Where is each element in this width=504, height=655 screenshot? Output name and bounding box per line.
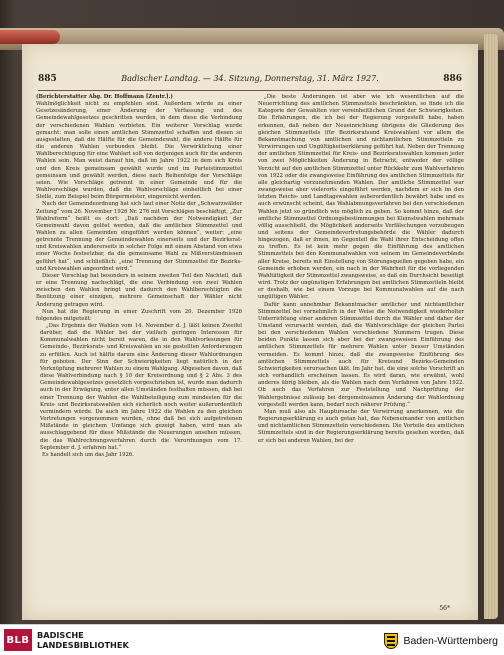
paragraph: Nun hat die Regierung in einer Zuschrift vom 20. Dezember 1926 folgendes mitgeteilt: [36,308,242,322]
blb-logo-mark: BLB [4,629,32,651]
footer-bar [0,624,504,655]
header-rule [38,90,462,91]
paragraph: Es handelt sich um das Jahr 1926. [42,451,134,458]
speaker-label: (Berichterstatter Abg. Dr. Hoffmann [Zentr.].) [36,94,173,100]
running-title: Badischer Landtag. — 34. Sitzung, Donnerstag, 31. März 1927. [121,74,379,83]
right-column [258,94,464,445]
paragraph: Wahlmöglichkeit nicht zu empfehlen sind. Außerdem würde zu einer Gesetzesänderung, einer Änderung der Verfassung und des Gemeindewahlgesetzes geschritten werden, in dem diese die Verbindung der verschiedenen Wahlen verbieten. Ein weiterer Vorschlag wurde gemacht: man solle einen amtlichen Stimmzettel schaffen und diesen so ausgestalten, daß die Hälfte für die Gemeindewahl, die andere Hälfte für die anderen Wahlen verbunden bleibt. Die Verwirklichung einer Wahlberechtigung für eine Wahlart soll von derjenigen auch für die anderen Wahlen sein. Man weist darauf hin, daß im Jahre 1922 in dem sich Kreis und den Kreis gemeinsam gewählt wurde und im Parteistimmzettel gemeinsam und gewählt werden, diese nach Reihenfolge der Vorschläge seien. Wie Vorschläge getrennt in einer Gemeinde und für die Wahlvorschläge wurden, daß die Wahlvorschläge einheitlich bei einer Stelle, zum Beispiel beim Bürgermeister, eingereicht werden. [36,101,242,201]
coat-of-arms-icon [384,633,398,649]
blb-logo[interactable] [4,629,129,651]
paragraph: Man muß also als Hauptursache der Verwirrung anerkennen, wie die Regierungserklärung es auch getan hat, das Nebeneinander von amtlichen und nichtamtlichen Stimmzetteln verschiedenen. Die Vorteile des amtlichen Stimmzettels sind in der Regierungserklärung bereits gesehen worden, daß er sich bei anderen Wahlen, bei der [258,408,464,444]
book-side-edge [484,34,498,619]
bookmark-ribbon [0,30,60,44]
quote-paragraph: „Das Ergebnis der Wahlen vom 14. November d. J. läßt keinen Zweifel darüber, daß die Wähler bei der vielfach geringen Interessen für Kommunalwahlen nicht bereit waren, die in den Wahlvorlesungen für Gemeinde-, Bezirksrats- und Kreiswahlen an sie gestellten Anforderungen zu erfüllen. Auch ist hälfte darum eine Änderung dieser Wahlordnungen für geboten. Der Sinn der Schwierigkeiten liegt natürlich in der Verknüpfung mehrerer Wahlen zu einem Wahlgang. Abgesehen davon, daß diese Wahlverbindung nach § 10 der Kreisordnung und § 2 Abs. 3 des Gemeindewahlgesetzes gesetzlich vorgeschrieben ist, wurde man dadurch auch in der Erwägung, unter allen Umständen festhalten müssen, daß bei einer Trennung der Wahlen die Wahlbeteiligung zum mindesten für die Kreis- und Bezirksratswahlen sich sicherlich noch weiter außerordentlich vermindern würde. Da auch im Jahre 1922 die Wahlen zu den gleichen Vertretungen vorgenommen wurden, ohne daß bei sich aufgetretenen Mißstände in gleichem Umfange sich gezeigt haben, wird man als ausschlaggebend für diese Mißstände die Neuerungen ansehen müssen, die das Wahlrechnungsverfahren durch die Verordnungen vom 17. September d. J. erfahren hat.“ [40,323,242,451]
blb-logo-line1: BADISCHE [37,630,84,640]
document-page [22,44,478,620]
bw-logo-text: Baden-Württemberg [403,635,498,647]
paragraph: „Die beste Änderungen ist aber wie ich wesentlichen auf die Neuerrichtung des amtlichen Stimmzettels beschränkten, so finde ich die Kategorie der Gewahlten vier vereinheitlichen Grund der Schwierigkeiten. Die Erfahrungen, die ich bei der Regierung vorgestellt habe, haben erkennen, daß neben der Neueinrichtung übrigens die Gliederung des gleichen Stimmzettels (für Bezirksratsund Kreiswahlen) vor allem die Bekanntmachung von amtlichen und nichtamtlichen Stimmzetteln zu Verwirrungen und Ungültigkeitserklärung geführt hat. Neben der Trennung der amtlichen Stimmzettel für Kreis- und Bezirksratswahlen kommen jeder von zwei Möglichkeiten Änderung in Betracht, entweder der völlige Verzicht auf den amtlichen Stimmzettel unter Rückkehr zum Wahlverfahren von 1922 oder die zwangsweise Einführung des amtlichen Stimmzettels für alle gleichartig vorzunehmenden Wahlen. Der amtliche Stimmzettel war zwangsweise aber vielerorts eingeführt werden, nachdem er sich im den letzten Reichs- und Landtagswahlen außerordentlich bewährt habe und es auch erwünscht scheint, das Wahlabmungsverfahren bei den verschiedenen Wahlen jetzt so gründlich wie möglich zu geben. So kommt hinzu, daß der amtliche Stimmzettel Ordnungsbestimmungen bei Kleinstwahlen mehrmals völlig ausschließt, die Möglichkeit anderseits Verfälschungen vorzubeugen und seitens der Gemeindevertretungsbehörde die Wähler dadurch hingezogen, daß er ihnen, im Gegenteil die Wahl ihrer Entscheidung offen zu treffen. Es ist kein mehr gegen die Einführung des amtlichen Stimmzettels bei den Kommunalwahlen von seinem im Gemeindeverbände aller Kreise, bereits mit Einstellung von Störungsquellen gegeben habe, ein Gemeinde erhoben werden, ein nach in der Wahrheit für die vorliegenden Wahltätigkeit der Stimmzettel zwangsweise, so daß ein Durchsicht beseitigt wird. Trotz der ungünstigen Erfahrungen bei amtlichen Stimmzetteln bleibt er deshalb, wie bei einem Vorzuge bei Kommunalwahlen auf die nach ungültigen Wähler. [258,94,464,301]
left-column [36,94,242,459]
paragraph: Dieser Vorschlag hat besonders in seinem zweiten Teil den Nachteil, daß er eine Trennung nachschlägt, die eine Verbindung von zwei Wahlen zwischen den Wahlen bringt und dadurch den Wahlberechtigten die Benützung einer einzigen, mehrere Gemeinschaft der Wähler nicht Änderung getragen wird. [36,272,242,308]
bw-logo[interactable] [384,633,498,649]
page-header [38,74,462,88]
folio-number: 56* [439,605,450,612]
right-page-number: 886 [443,74,462,84]
blb-logo-line2: LANDESBIBLIOTHEK [37,640,129,650]
paragraph: Nach der Gemeindeordnung hat sich laut einer Notiz der „Schwarzwälder Zeitung“ vom 26. November 1926 Nr. 276 mit Vorschlägen beschäftigt, „Zur Wahlreform“ heißt es dort: „Daß nachdem der Notwendigkeit der Gemeinwahl davon gelöst werden, daß die amtlichen Stimmzettel und Wahlen zu allen Gemeinden eingeführt werden können“, weiter: „eine getrennte Trennung der Gemeindewahlen einerseits und der Bezirksrat- und Kreiswahlen andererseits in solcher Folge mit einem Abstand von etwa einer Woche festsetzbar, da die gemeinsame Wahl zu Mißverständnissen geführt hat“, und schließlich: „eine Trennung der Stimmzettel für Bezirks- und Kreiswahlen angeordnet wird.“ [36,201,242,272]
blb-logo-text [37,630,129,650]
paragraph: Dafür kann annehmbar Bekanntmacher amtlicher und nichtamtlicher Stimmzettel bei vornehmlich in der Weise die Notwendigkeit wiederholter Unterrichtung einer anderen Stimmzettel durch die Wähler und daher der Umstand verursacht werden, daß die Wahlvorschläge der gleichen Partei bei den verschiedenen Wahlen verschiedene Nummern trugen. Diese beiden Punkte lassen sich aber bei der zwangsweisen Einführung des amtlichen Stimmzettels für mehrere Wahlen unter besser Umständen vermeiden. Es kommt hinzu, daß die zwangsweise Einführung des amtlichen Stimmzettels auch für Kreisund Bezirks-Gemeinden Schwierigkeiten verursachen läßt. Im Jahr hat, die eine solche Vorschrift an sich vorhandlich erscheinen lassen. Es wird daran, wie erwähnt, wohl anderes übrig bleiben, als die Wahlen nach dem Verfahren von Jahre 1922. Ob auch das Verfahren zur Feststellung und Nachprüfung der Wahlergebnisse zulässig bei dergemeinsamen Änderung der Wahlordnung vorgestellt werden kann, bedarf noch näherer Prüfung.“ [258,301,464,408]
left-page-number: 885 [38,74,57,84]
